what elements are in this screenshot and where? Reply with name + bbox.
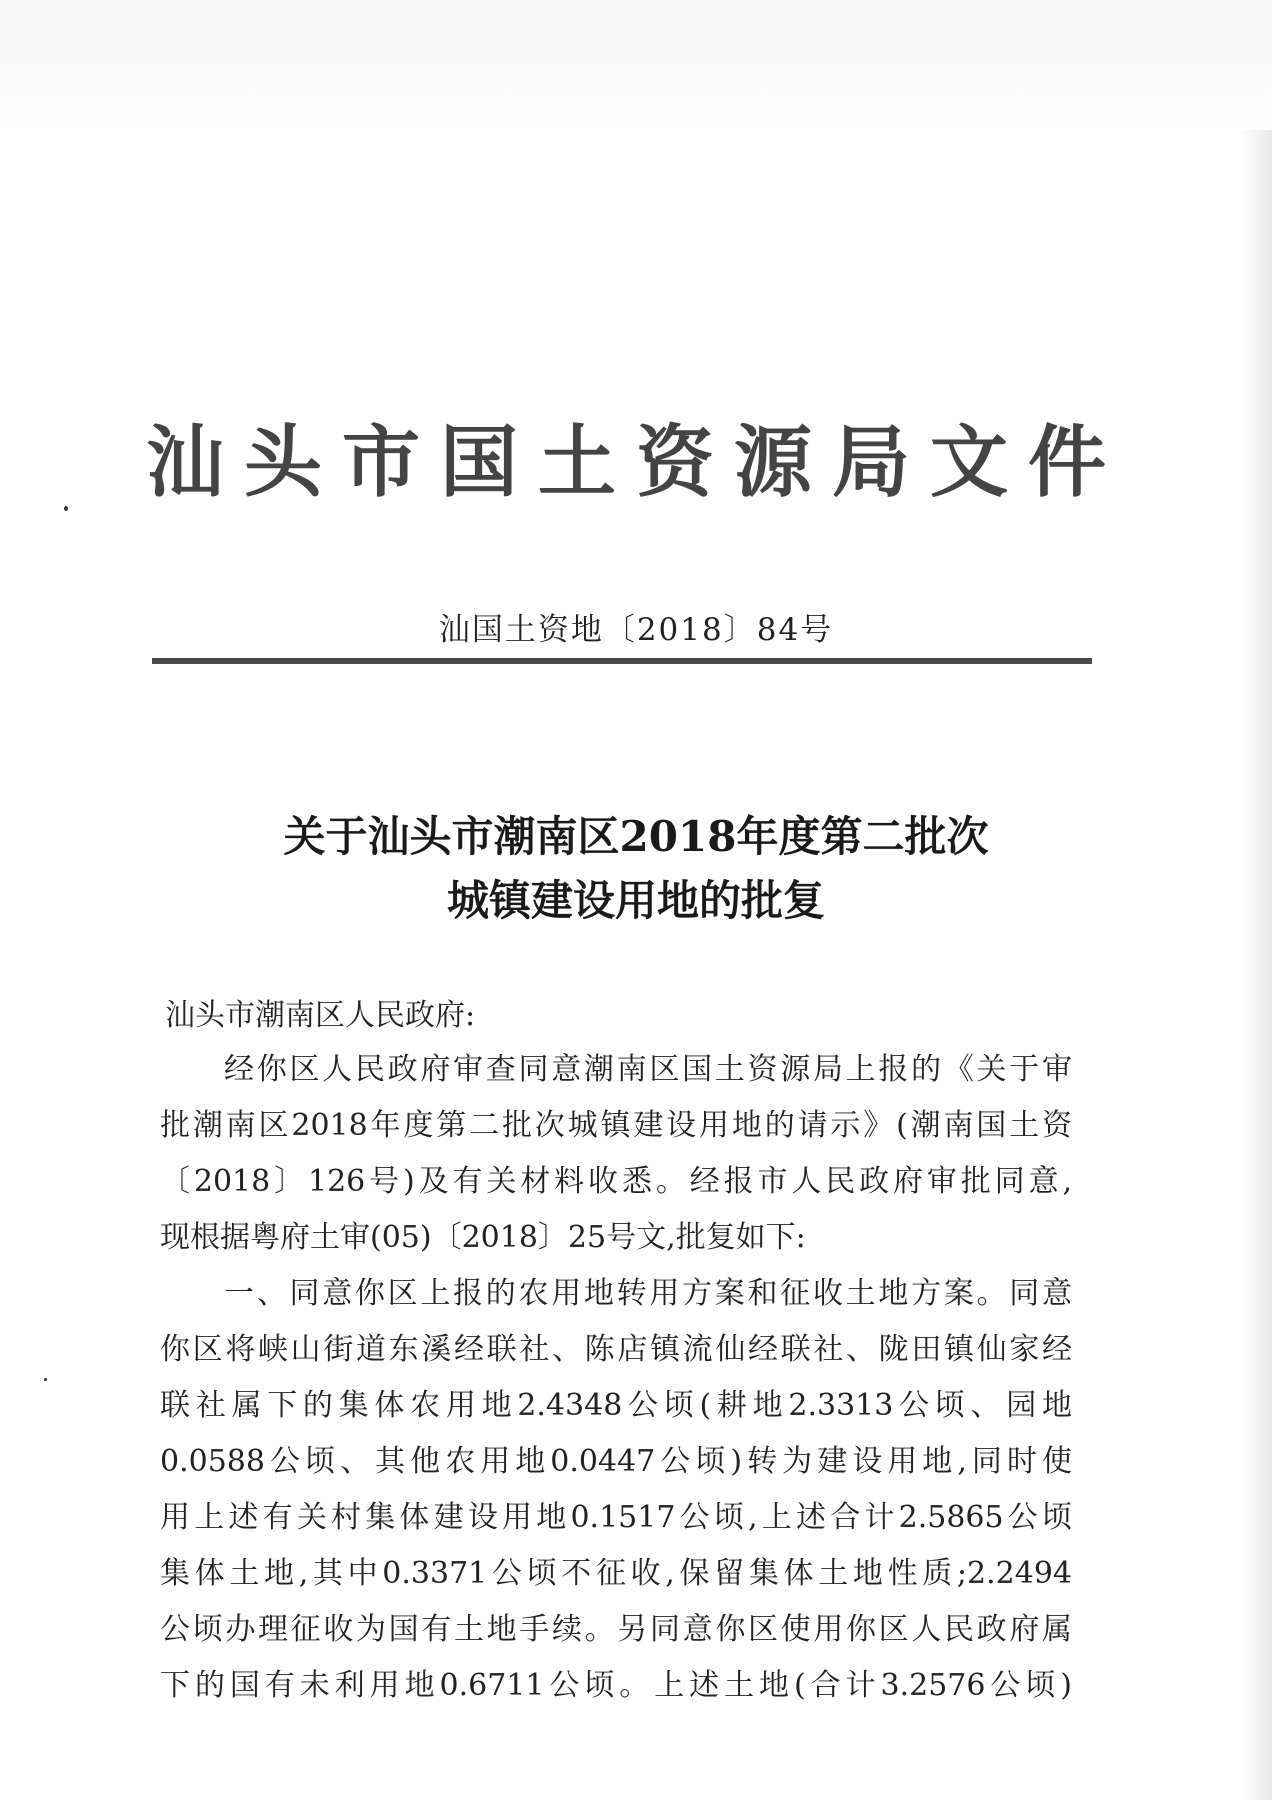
body-line: 下的国有未利用地0.6711公顷。上述土地(合计3.2576公顷) <box>160 1668 1072 1703</box>
body-line: 经你区人民政府审查同意潮南区国土资源局上报的《关于审 <box>224 1052 1072 1087</box>
body-line: 〔2018〕126号)及有关材料收悉。经报市人民政府审批同意, <box>160 1164 1072 1199</box>
agency-document-title: 汕头市国土资源局文件 <box>145 417 1126 508</box>
body-line: 批潮南区2018年度第二批次城镇建设用地的请示》(潮南国土资 <box>160 1108 1072 1143</box>
body-line: 联社属下的集体农用地2.4348公顷(耕地2.3313公顷、园地 <box>160 1388 1072 1423</box>
body-line: 集体土地,其中0.3371公顷不征收,保留集体土地性质;2.2494 <box>160 1556 1072 1591</box>
body-line: 现根据粤府土审(05)〔2018〕25号文,批复如下: <box>160 1220 806 1255</box>
body-line: 一、同意你区上报的农用地转用方案和征收土地方案。同意 <box>224 1276 1072 1311</box>
document-number: 汕国土资地〔2018〕84号 <box>438 612 834 648</box>
scan-shading-right <box>1238 130 1272 1800</box>
scan-shading-top <box>0 0 1272 130</box>
body-line: 你区将峡山街道东溪经联社、陈店镇流仙经联社、陇田镇仙家经 <box>160 1332 1072 1367</box>
body-line: 0.0588公顷、其他农用地0.0447公顷)转为建设用地,同时使 <box>160 1444 1072 1479</box>
subject-line: 城镇建设用地的批复 <box>446 876 825 925</box>
document-subject <box>0 805 1272 933</box>
salutation: 汕头市潮南区人民政府: <box>165 998 476 1033</box>
body-text <box>160 1042 1072 1714</box>
subject-line: 关于汕头市潮南区2018年度第二批次 <box>283 812 989 861</box>
header-divider <box>152 658 1092 664</box>
body-line: 公顷办理征收为国有土地手续。另同意你区使用你区人民政府属 <box>160 1612 1072 1647</box>
body-line: 用上述有关村集体建设用地0.1517公顷,上述合计2.5865公顷 <box>160 1500 1072 1535</box>
scan-speck <box>44 1378 47 1381</box>
